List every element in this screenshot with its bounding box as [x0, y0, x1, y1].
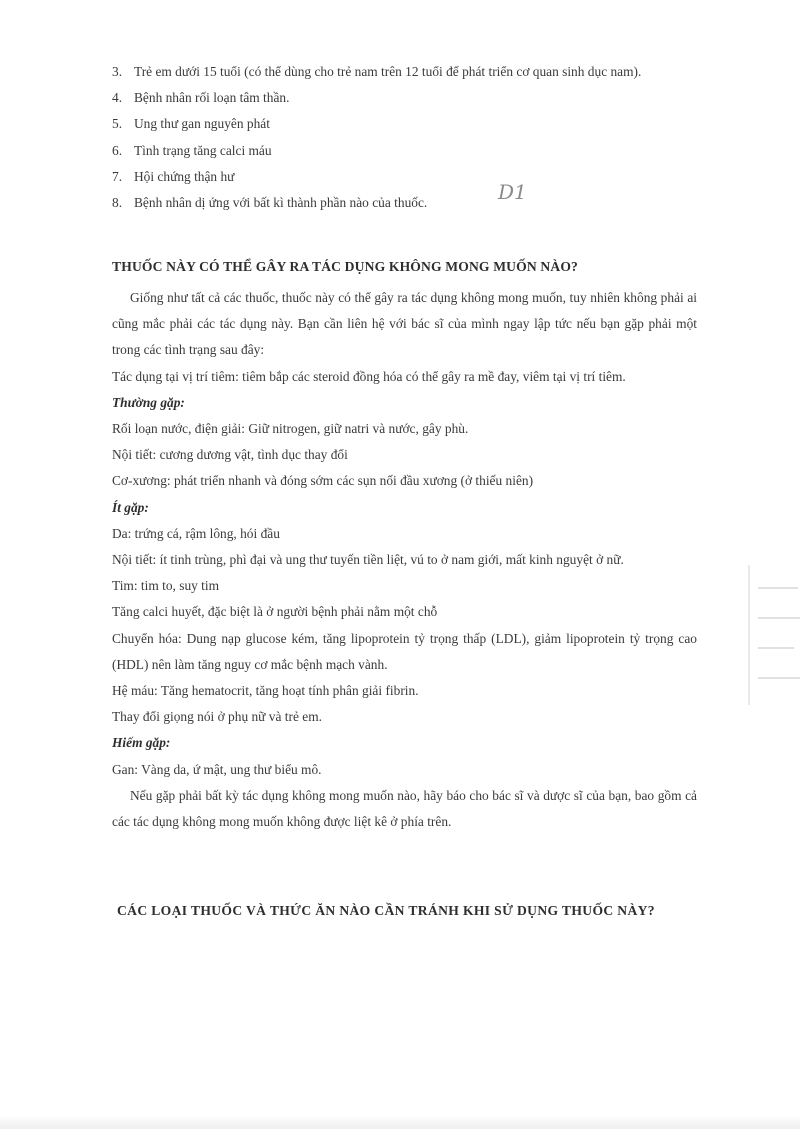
list-item	[112, 138, 697, 164]
subheading-common: Thường gặp:	[112, 394, 185, 410]
list-text: Tình trạng tăng calci máu	[134, 142, 272, 158]
stamp-mark	[758, 617, 800, 619]
handwritten-mark: D1	[498, 180, 527, 204]
stamp-mark	[758, 587, 798, 589]
effect-line: Rối loạn nước, điện giải: Giữ nitrogen, giữ natri và nước, gây phù.	[112, 421, 469, 437]
effect-line: Nội tiết: ít tinh trùng, phì đại và ung thư tuyến tiền liệt, vú to ở nam giới, mất kinh nguyệt ở nữ.	[112, 552, 624, 568]
intro-paragraph: Giống như tất cả các thuốc, thuốc này có thể gây ra tác dụng không mong muốn, tuy nhiên không phải ai cũng mắc phải các tác dụng này. Bạn cần liên hệ với bác sĩ của mình ngay lập tức nếu bạn gặp phải một trong các tình trạng sau đây:	[112, 290, 697, 358]
effect-line: Hệ máu: Tăng hematocrit, tăng hoạt tính phân giải fibrin.	[112, 683, 419, 699]
list-text: Trẻ em dưới 15 tuổi (có thể dùng cho trẻ nam trên 12 tuổi để phát triển cơ quan sinh dục nam).	[134, 64, 642, 79]
list-text: Bệnh nhân dị ứng với bất kì thành phần nào của thuốc.	[134, 195, 428, 211]
list-text: Hội chứng thận hư	[134, 168, 235, 184]
list-item	[112, 111, 697, 137]
effect-line: Da: trứng cá, rậm lông, hói đầu	[112, 525, 280, 541]
effect-line: Gan: Vàng da, ứ mật, ung thư biểu mô.	[112, 761, 322, 777]
side-effects-section	[112, 285, 697, 835]
section-heading-interactions: CÁC LOẠI THUỐC VÀ THỨC ĂN NÀO CẦN TRÁNH KHI SỬ DỤNG THUỐC NÀY?	[117, 903, 655, 918]
effect-line: Chuyển hóa: Dung nạp glucose kém, tăng lipoprotein tỷ trọng thấp (LDL), giảm lipoprotein tỷ trọng cao (HDL) nên làm tăng nguy cơ mắc bệnh mạch vành.	[112, 630, 697, 672]
list-item	[112, 164, 697, 190]
closing-paragraph: Nếu gặp phải bất kỳ tác dụng không mong muốn nào, hãy báo cho bác sĩ và dược sĩ của bạn, bao gồm cả các tác dụng không mong muốn không được liệt kê ở phía trên.	[112, 787, 697, 830]
list-number: 8.	[112, 195, 123, 211]
subheading-uncommon: Ít gặp:	[112, 499, 149, 515]
list-number: 4.	[112, 90, 123, 106]
list-item	[112, 85, 697, 111]
list-number: 3.	[112, 64, 123, 79]
effect-line: Cơ-xương: phát triển nhanh và đóng sớm các sụn nối đầu xương (ở thiếu niên)	[112, 473, 534, 489]
stamp-mark	[758, 647, 794, 649]
list-text: Ung thư gan nguyên phát	[134, 116, 270, 132]
subheading-rare: Hiếm gặp:	[112, 735, 171, 751]
stamp-mark	[758, 677, 800, 679]
partial-stamp	[748, 565, 800, 705]
contraindication-list	[112, 59, 697, 216]
list-item	[112, 59, 697, 85]
list-text: Bệnh nhân rối loạn tâm thần.	[134, 90, 290, 106]
effect-line: Tăng calci huyết, đặc biệt là ở người bệnh phải nằm một chỗ	[112, 604, 438, 620]
effect-line: Nội tiết: cương dương vật, tình dục thay đổi	[112, 447, 348, 463]
list-number: 7.	[112, 168, 123, 184]
effect-line: Thay đổi giọng nói ở phụ nữ và trẻ em.	[112, 709, 322, 725]
list-number: 6.	[112, 142, 123, 158]
list-item	[112, 190, 697, 216]
section-heading-side-effects: THUỐC NÀY CÓ THỂ GÂY RA TÁC DỤNG KHÔNG MONG MUỐN NÀO?	[112, 259, 578, 274]
injection-site-paragraph: Tác dụng tại vị trí tiêm: tiêm bắp các steroid đồng hóa có thể gây ra mề đay, viêm tại vị trí tiêm.	[112, 368, 626, 384]
effect-line: Tim: tim to, suy tim	[112, 578, 220, 594]
list-number: 5.	[112, 116, 123, 132]
scan-edge	[0, 1115, 800, 1129]
